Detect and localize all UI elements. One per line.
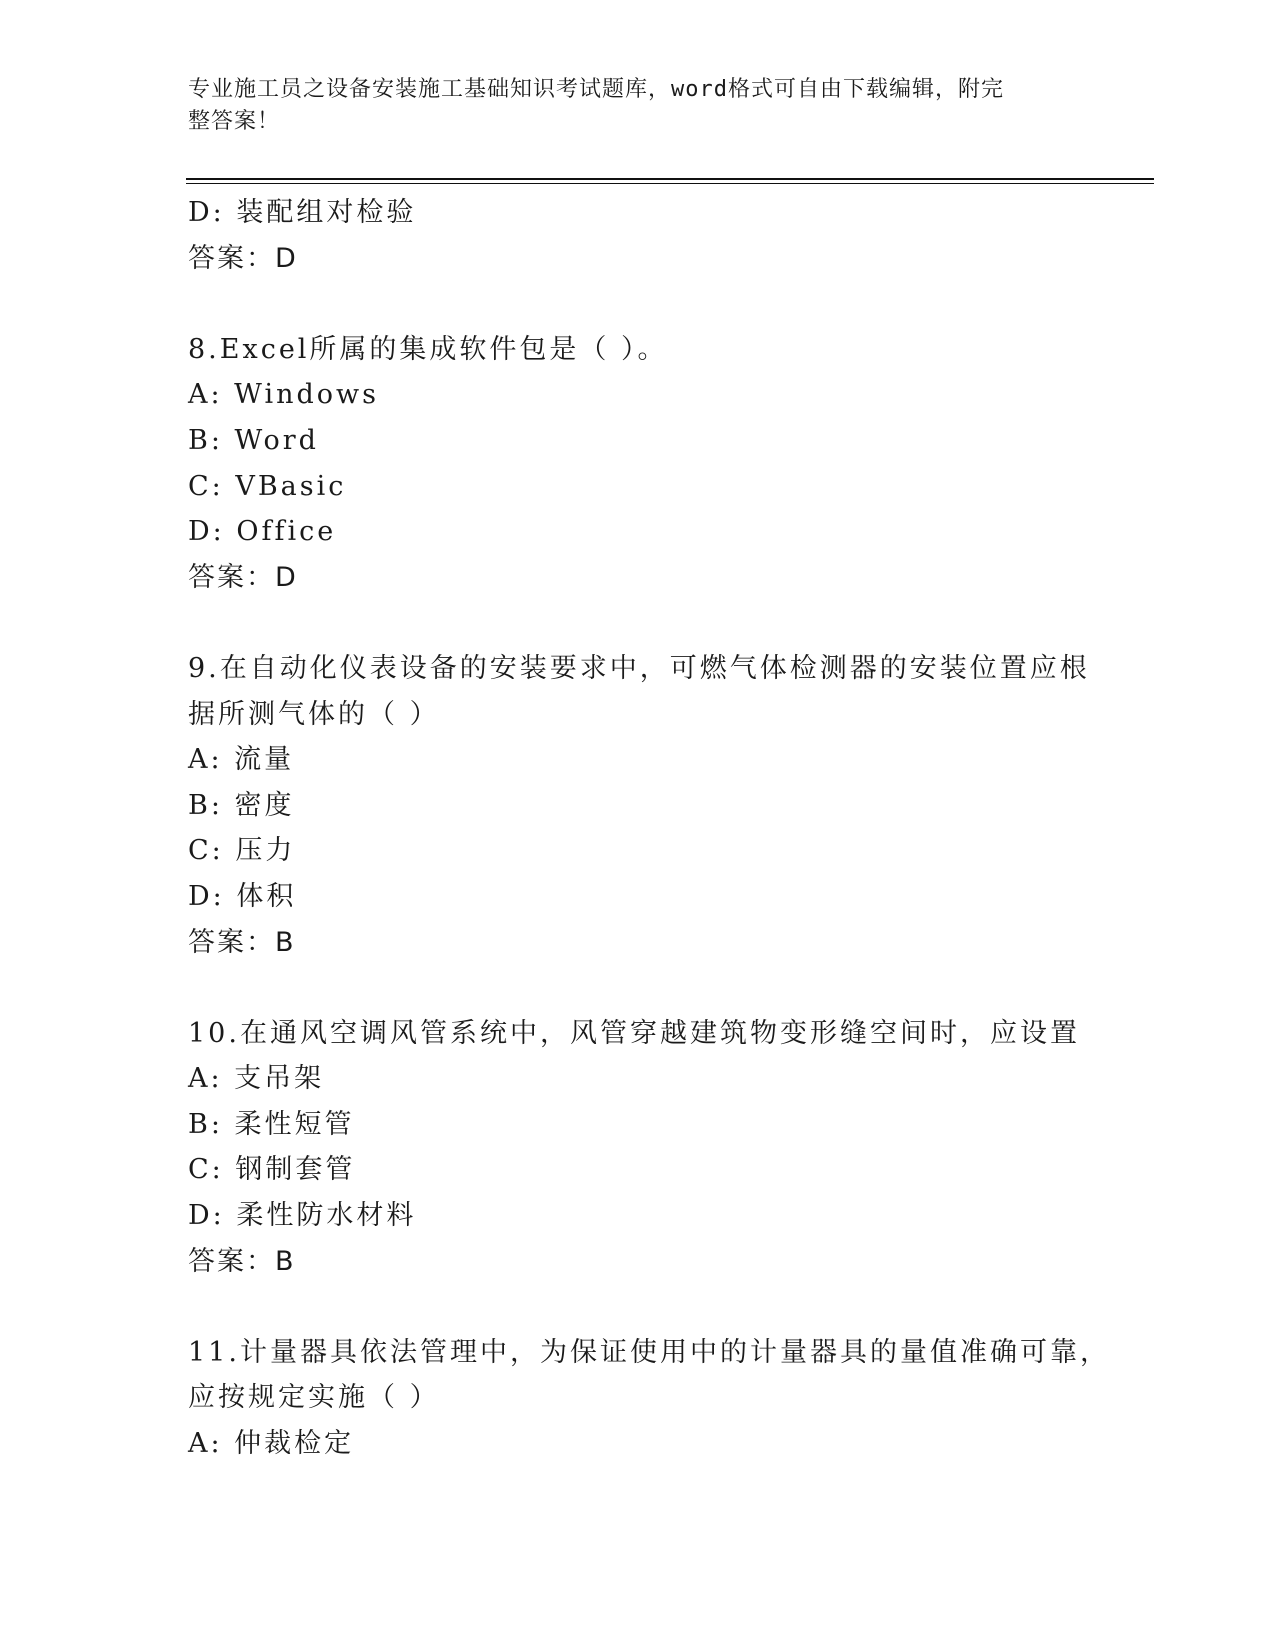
spacer	[188, 600, 1088, 646]
q11-question-line-2: 应按规定实施（ ）	[188, 1382, 440, 1414]
document-header	[188, 74, 1088, 138]
q8-option-c: C: VBasic	[188, 470, 347, 502]
q7-option-d: D: 装配组对检验	[188, 197, 417, 228]
q9-option-a: A: 流量	[188, 744, 295, 776]
q10-option-c: C: 钢制套管	[188, 1154, 356, 1186]
q10-question: 10.在通风空调风管系统中，风管穿越建筑物变形缝空间时，应设置	[188, 1017, 1080, 1049]
q9-question-line-2: 据所测气体的（ ）	[188, 698, 440, 730]
question-10-block	[188, 1011, 1088, 1285]
q8-option-a: A: Windows	[188, 379, 379, 411]
q8-option-b: B: Word	[188, 424, 319, 456]
q8-question: 8.Excel所属的集成软件包是（ ）。	[188, 333, 668, 365]
q11-option-a: A: 仲裁检定	[188, 1428, 355, 1460]
header-line-2: 整答案！	[188, 109, 281, 134]
q9-option-d: D: 体积	[188, 880, 297, 912]
q11-question-line-1: 11.计量器具依法管理中，为保证使用中的计量器具的量值准确可靠，	[188, 1336, 1110, 1368]
header-divider-thin	[186, 183, 1154, 184]
q8-option-d: D: Office	[188, 516, 337, 548]
q9-question-line-1: 9.在自动化仪表设备的安装要求中，可燃气体检测器的安装位置应根	[188, 652, 1090, 684]
q8-answer: 答案：D	[188, 561, 298, 593]
spacer	[188, 281, 1088, 327]
spacer	[188, 1284, 1088, 1330]
q9-option-b: B: 密度	[188, 789, 295, 821]
question-7-block	[188, 190, 1088, 281]
q9-answer: 答案：B	[188, 926, 296, 958]
q9-option-c: C: 压力	[188, 835, 296, 867]
question-8-block	[188, 327, 1088, 601]
header-line-1: 专业施工员之设备安装施工基础知识考试题库，word格式可自由下载编辑，附完	[188, 77, 1004, 102]
q10-option-b: B: 柔性短管	[188, 1108, 355, 1140]
question-11-block	[188, 1330, 1110, 1467]
q7-answer: 答案：D	[188, 242, 298, 274]
q10-option-d: D: 柔性防水材料	[188, 1200, 417, 1232]
question-9-block	[188, 646, 1088, 965]
q10-option-a: A: 支吊架	[188, 1063, 325, 1095]
document-body	[188, 190, 1110, 1467]
spacer	[188, 965, 1088, 1011]
header-divider-thick	[186, 178, 1154, 180]
q10-answer: 答案：B	[188, 1245, 296, 1277]
